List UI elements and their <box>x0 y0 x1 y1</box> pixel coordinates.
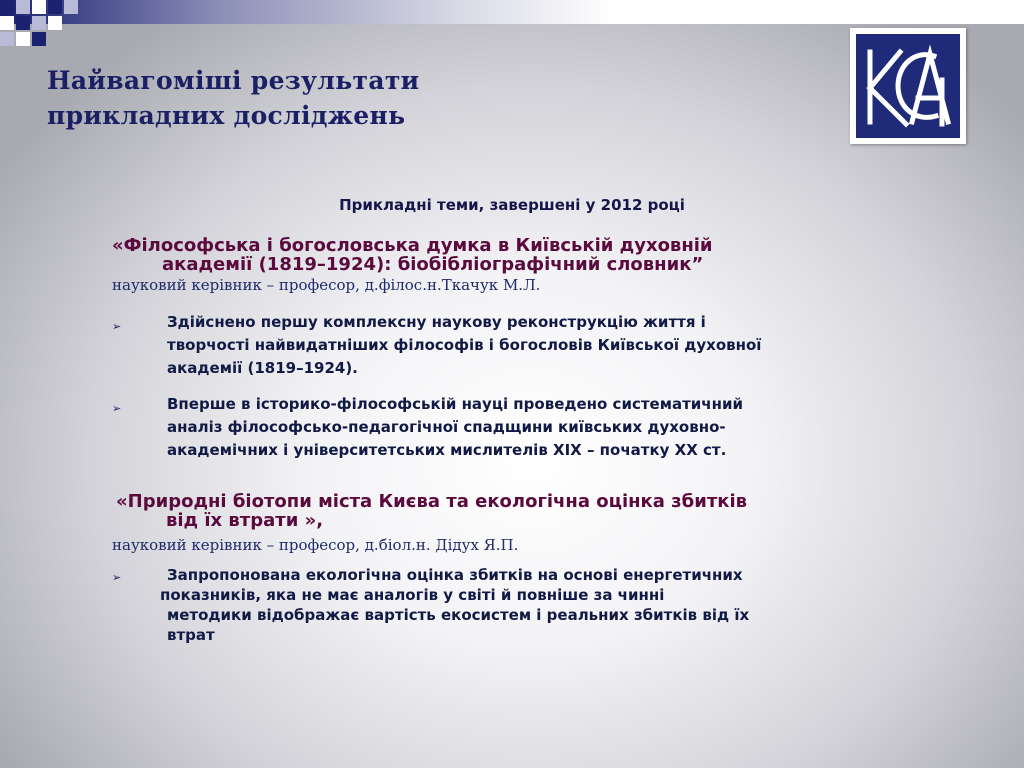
decor-square <box>16 0 30 14</box>
title-line-1: Найвагоміші результати <box>47 66 420 95</box>
decor-square <box>32 0 46 14</box>
decor-square <box>32 16 46 30</box>
section-subtitle: Прикладні теми, завершені у 2012 році <box>339 196 685 214</box>
decor-square <box>0 0 14 14</box>
bullet-line: Здійснено першу комплексну наукову реконструкцію життя і <box>167 313 706 331</box>
institution-logo <box>850 28 966 144</box>
logo-monogram-icon <box>856 34 960 138</box>
topic-1-bullet-1 <box>112 311 761 380</box>
bullet-line: аналіз філософсько-педагогічної спадщини київських духовно- <box>167 418 726 436</box>
bullet-line: Запропонована екологічна оцінка збитків на основі енергетичних <box>167 566 743 584</box>
topic-1-supervisor: науковий керівник – професор, д.філос.н.Ткачук М.Л. <box>112 276 541 294</box>
bullet-line: методики відображає вартість екосистем і реальних збитків від їх <box>167 606 750 624</box>
bullet-line: втрат <box>167 626 215 644</box>
decor-square <box>48 0 62 14</box>
arrow-bullet-icon: ➢ <box>112 402 122 415</box>
title-line-2: прикладних досліджень <box>47 101 406 130</box>
arrow-bullet-icon: ➢ <box>112 571 122 584</box>
topic-1-bullet-2 <box>112 393 743 462</box>
topic-2-title <box>116 492 747 530</box>
bullet-line: Вперше в історико-філософській науці проведено систематичний <box>167 395 743 413</box>
decor-square <box>32 32 46 46</box>
bullet-line: творчості найвидатніших філософів і богословів Київської духовної <box>167 336 762 354</box>
bullet-line: академічних і університетських мислителів XIX – початку XX ст. <box>167 441 727 459</box>
decor-square <box>16 16 30 30</box>
page-title <box>47 63 419 133</box>
arrow-bullet-icon: ➢ <box>112 320 122 333</box>
decor-square <box>0 16 14 30</box>
topic-2-bullet-1 <box>112 565 749 645</box>
top-gradient-bar <box>0 0 1024 24</box>
topic-title-line: «Природні біотопи міста Києва та екологічна оцінка збитків <box>116 491 748 512</box>
topic-1-title <box>112 236 713 274</box>
topic-title-line: «Філософська і богословська думка в Київській духовній <box>112 235 713 256</box>
decor-square <box>64 0 78 14</box>
decor-square <box>0 32 14 46</box>
decor-square <box>16 32 30 46</box>
decor-square <box>48 16 62 30</box>
bullet-line: академії (1819–1924). <box>167 359 358 377</box>
topic-title-line: академії (1819–1924): біобібліографічний словник” <box>162 254 704 275</box>
bullet-line: показників, яка не має аналогів у світі й повніше за чинні <box>160 586 665 604</box>
topic-2-supervisor: науковий керівник – професор, д.біол.н. Дідух Я.П. <box>112 536 519 554</box>
topic-title-line: від їх втрати », <box>166 510 324 531</box>
